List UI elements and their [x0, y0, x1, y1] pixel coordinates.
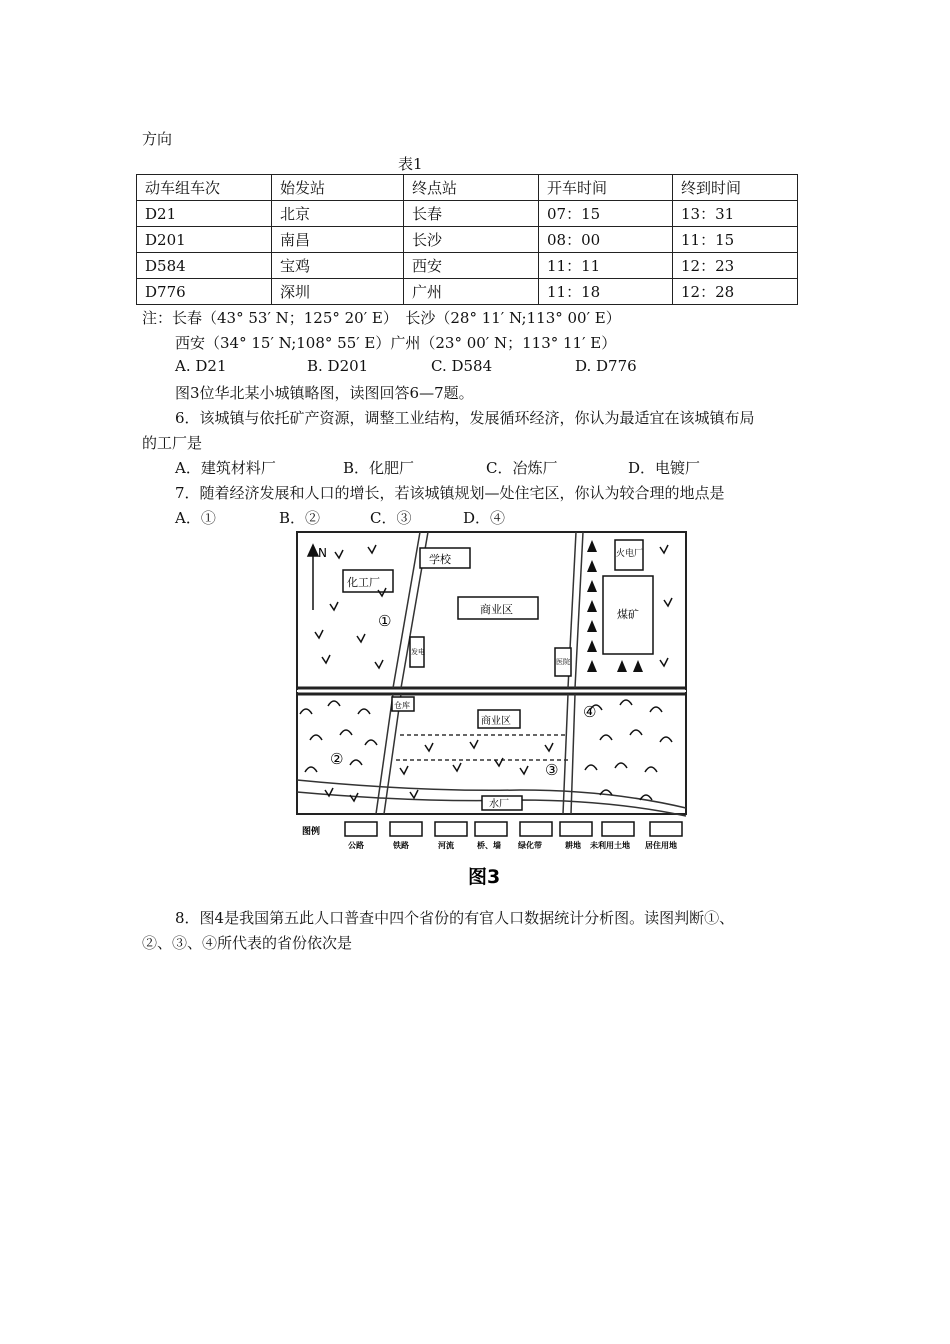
legend-label: 公路 [348, 841, 364, 850]
q8-line-2: ②、③、④所代表的省份依次是 [142, 934, 353, 952]
legend-label: 居住用地 [645, 841, 677, 850]
table-cell: 深圳 [272, 279, 404, 305]
note-line-1: 注：长春（43° 53′ N；125° 20′ E） 长沙（28° 11′ N;113° 00′ E） [142, 309, 621, 327]
legend-label: 绿化带 [518, 841, 542, 850]
option: A．建筑材料厂 [175, 459, 276, 477]
table-cell: 12：28 [673, 279, 798, 305]
option: C．③ [370, 509, 412, 527]
table-header-cell: 始发站 [272, 175, 404, 201]
table-cell: 11：11 [539, 253, 673, 279]
table-cell: D776 [137, 279, 272, 305]
legend-boxes [345, 822, 682, 836]
table-cell: 广州 [404, 279, 539, 305]
legend-label: 河流 [438, 841, 454, 850]
q6-line-2: 的工厂是 [142, 434, 203, 452]
figure-caption: 图3 [468, 866, 501, 888]
map-marker-1: ① [378, 612, 392, 630]
map-label-chemical: 化工厂 [347, 576, 380, 589]
note-line-2: 西安（34° 15′ N;108° 55′ E）广州（23° 00′ N；113° 11′ E） [175, 334, 617, 352]
map-label-small-2: 医院 [556, 658, 570, 666]
table-cell: 宝鸡 [272, 253, 404, 279]
map-marker-4: ④ [583, 703, 597, 721]
map-label-commercial-bottom: 商业区 [481, 716, 511, 727]
legend-title: 图例 [302, 827, 321, 837]
legend-label: 未利用土地 [590, 841, 630, 850]
legend-label: 耕地 [565, 841, 581, 850]
option: B．② [279, 509, 321, 527]
top-text: 方向 [142, 130, 173, 148]
legend-labels [347, 840, 677, 850]
table-caption: 表1 [398, 155, 423, 173]
map-label-school: 学校 [429, 553, 451, 566]
table-header-cell: 动车组车次 [137, 175, 272, 201]
option: B．化肥厂 [343, 459, 415, 477]
map-marker-3: ③ [545, 761, 559, 779]
map-label-commercial-top: 商业区 [480, 603, 513, 616]
option: B. D201 [307, 357, 369, 375]
map-marker-2: ② [330, 750, 344, 768]
option: A. D21 [175, 357, 227, 375]
table-cell: 12：23 [673, 253, 798, 279]
north-arrow [308, 545, 318, 610]
option: D．④ [463, 509, 506, 527]
table-cell: 北京 [272, 201, 404, 227]
q7-text: 7．随着经济发展和人口的增长，若该城镇规划—处住宅区，你认为较合理的地点是 [175, 484, 725, 502]
table-cell: 长沙 [404, 227, 539, 253]
table-cell: D21 [137, 201, 272, 227]
option: D. D776 [575, 357, 637, 375]
table-cell: 07：15 [539, 201, 673, 227]
table-cell: 11：15 [673, 227, 798, 253]
north-label: N [318, 546, 327, 560]
table-header-cell: 开车时间 [539, 175, 673, 201]
table-cell: 13：31 [673, 201, 798, 227]
table-cell: 西安 [404, 253, 539, 279]
legend-label: 桥、墙 [477, 841, 501, 850]
map-label-small-1: 发电 [411, 648, 425, 656]
intro-text: 图3位华北某小城镇略图，读图回答6—7题。 [175, 384, 474, 402]
railway [297, 688, 686, 694]
map-label-mine: 煤矿 [617, 608, 639, 621]
table-cell: 长春 [404, 201, 539, 227]
table-header-cell: 终到时间 [673, 175, 798, 201]
map-label-water: 水厂 [489, 799, 509, 810]
map-label-warehouse: 仓库 [394, 701, 410, 710]
table-cell: D201 [137, 227, 272, 253]
option: D．电镀厂 [628, 459, 701, 477]
table-header-cell: 终点站 [404, 175, 539, 201]
option: C. D584 [431, 357, 493, 375]
table-cell: D584 [137, 253, 272, 279]
table-cell: 11：18 [539, 279, 673, 305]
map-label-power: 火电厂 [616, 549, 644, 559]
q8-line-1: 8．图4是我国第五此人口普查中四个省份的有官人口数据统计分析图。读图判断①、 [175, 909, 735, 927]
option: A．① [175, 509, 216, 527]
option: C．冶炼厂 [486, 459, 558, 477]
table-cell: 南昌 [272, 227, 404, 253]
legend-label: 铁路 [393, 841, 409, 850]
q6-line-1: 6．该城镇与依托矿产资源，调整工业结构，发展循环经济，你认为最适宜在该城镇布局 [175, 409, 755, 427]
map-buildings [343, 540, 653, 810]
table-cell: 08：00 [539, 227, 673, 253]
